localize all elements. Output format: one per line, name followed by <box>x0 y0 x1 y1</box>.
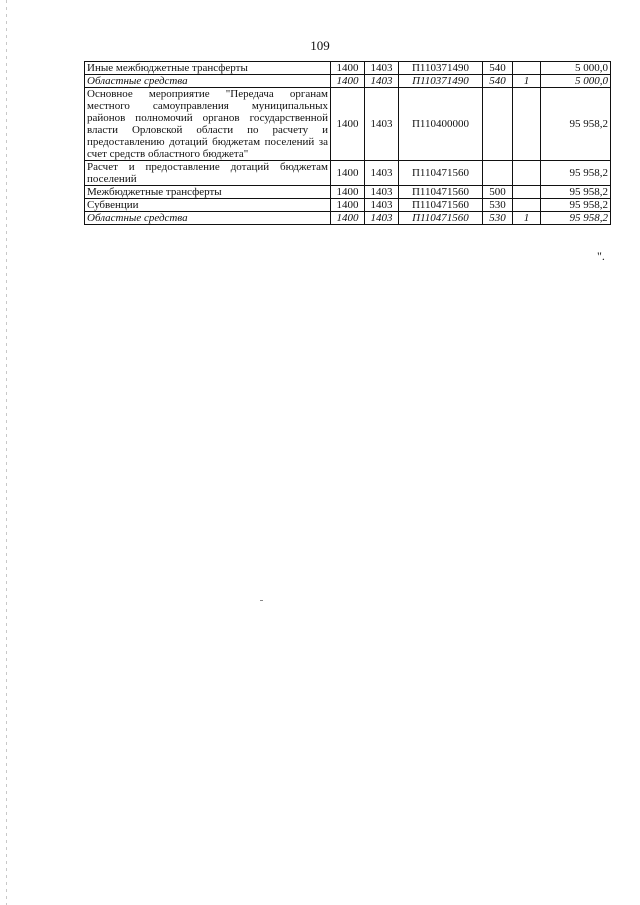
table-row <box>85 199 611 212</box>
funding-source: 1 <box>513 212 541 225</box>
page-number: 109 <box>310 38 330 53</box>
subsection-code: 1403 <box>365 75 399 88</box>
table-row <box>85 75 611 88</box>
target-article-code: П110400000 <box>399 88 483 161</box>
subsection-code: 1403 <box>365 186 399 199</box>
section-code: 1400 <box>331 186 365 199</box>
target-article-code: П110471560 <box>399 212 483 225</box>
subsection-code: 1403 <box>365 161 399 186</box>
amount-value: 95 958,2 <box>541 88 611 161</box>
section-code: 1400 <box>331 88 365 161</box>
funding-source <box>513 88 541 161</box>
target-article-code: П110471560 <box>399 186 483 199</box>
amount-value: 95 958,2 <box>541 199 611 212</box>
section-code: 1400 <box>331 161 365 186</box>
funding-source <box>513 161 541 186</box>
row-name: Областные средства <box>85 212 331 225</box>
budget-table <box>84 61 611 225</box>
subsection-code: 1403 <box>365 199 399 212</box>
row-name: Расчет и предоставление дотаций бюджетам поселений <box>85 161 331 186</box>
closing-quote-mark: ". <box>597 249 605 263</box>
subsection-code: 1403 <box>365 212 399 225</box>
expense-type-code <box>483 88 513 161</box>
expense-type-code: 540 <box>483 62 513 75</box>
amount-value: 5 000,0 <box>541 75 611 88</box>
expense-type-code: 540 <box>483 75 513 88</box>
table-row <box>85 62 611 75</box>
section-code: 1400 <box>331 75 365 88</box>
amount-value: 95 958,2 <box>541 212 611 225</box>
expense-type-code <box>483 161 513 186</box>
table-row <box>85 88 611 161</box>
scan-artifact-mark <box>260 600 263 601</box>
scan-edge-mark <box>6 0 7 905</box>
table-row <box>85 186 611 199</box>
row-name: Областные средства <box>85 75 331 88</box>
funding-source <box>513 62 541 75</box>
expense-type-code: 500 <box>483 186 513 199</box>
table-row <box>85 161 611 186</box>
funding-source: 1 <box>513 75 541 88</box>
section-code: 1400 <box>331 62 365 75</box>
amount-value: 95 958,2 <box>541 186 611 199</box>
row-name: Иные межбюджетные трансферты <box>85 62 331 75</box>
target-article-code: П110471560 <box>399 199 483 212</box>
table-row <box>85 212 611 225</box>
section-code: 1400 <box>331 212 365 225</box>
expense-type-code: 530 <box>483 199 513 212</box>
amount-value: 95 958,2 <box>541 161 611 186</box>
target-article-code: П110471560 <box>399 161 483 186</box>
subsection-code: 1403 <box>365 88 399 161</box>
funding-source <box>513 199 541 212</box>
section-code: 1400 <box>331 199 365 212</box>
row-name: Основное мероприятие "Передача органам местного самоуправления муниципальных районов полномочий органов государственной власти Орловской области по расчету и предоставлению дотаций бюджетам поселений за счет средств областного бюджета" <box>85 88 331 161</box>
row-name: Межбюджетные трансферты <box>85 186 331 199</box>
row-name: Субвенции <box>85 199 331 212</box>
amount-value: 5 000,0 <box>541 62 611 75</box>
target-article-code: П110371490 <box>399 75 483 88</box>
target-article-code: П110371490 <box>399 62 483 75</box>
subsection-code: 1403 <box>365 62 399 75</box>
funding-source <box>513 186 541 199</box>
expense-type-code: 530 <box>483 212 513 225</box>
